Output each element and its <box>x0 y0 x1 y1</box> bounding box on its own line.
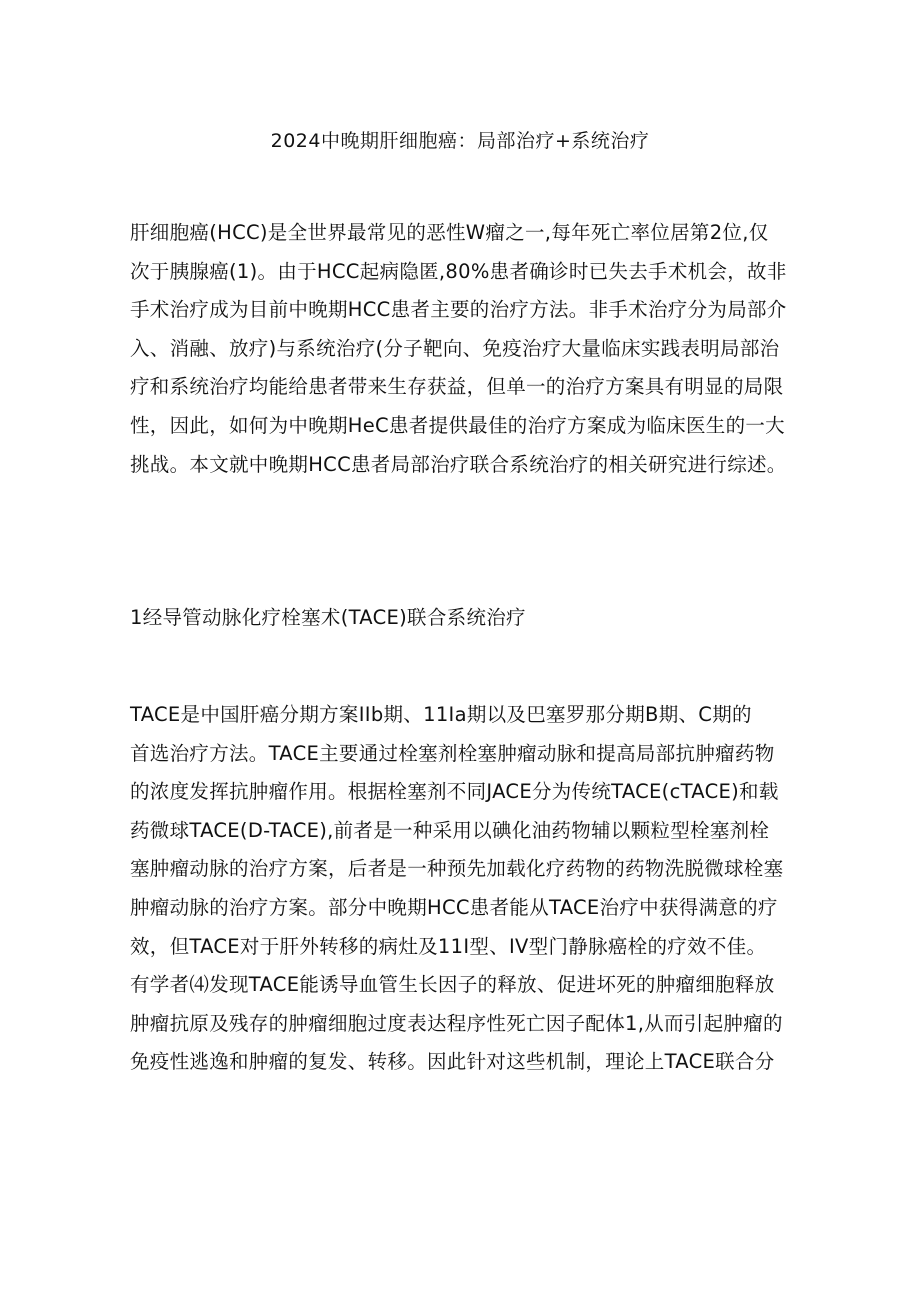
text-line: 肿瘤抗原及残存的肿瘤细胞过度表达程序性死亡因子配体1,从而引起肿瘤的 <box>130 1011 783 1035</box>
text-line: 肝细胞癌(HCC)是全世界最常见的恶性W瘤之一,每年死亡率位居第2位,仅 <box>130 221 769 244</box>
text-line: 塞肿瘤动脉的治疗方案，后者是一种预先加载化疗药物的药物洗脱微球栓塞 <box>130 857 784 881</box>
text-line: 性，因此，如何为中晚期HeC患者提供最佳的治疗方案成为临床医生的一大 <box>130 413 785 437</box>
text-line: 药微球TACE(D-TACE),前者是一种采用以碘化油药物辅以颗粒型栓塞剂栓 <box>130 818 770 842</box>
section-heading: 1经导管动脉化疗栓塞术(TACE)联合系统治疗 <box>130 606 526 629</box>
text-line: 次于胰腺癌(1)。由于HCC起病隐匿,80%患者确诊时已失去手术机会，故非 <box>130 259 787 283</box>
text-line: TACE是中国肝癌分期方案IIb期、11Ia期以及巴塞罗那分期B期、C期的 <box>130 703 752 726</box>
text-line: 免疫性逃逸和肿瘤的复发、转移。因此针对这些机制，理论上TACE联合分 <box>130 1050 775 1074</box>
text-line: 有学者⑷发现TACE能诱导血管生长因子的释放、促进坏死的肿瘤细胞释放 <box>130 973 775 997</box>
text-line: 肿瘤动脉的治疗方案。部分中晚期HCC患者能从TACE治疗中获得满意的疗 <box>130 895 778 919</box>
text-line: 手术治疗成为目前中晚期HCC患者主要的治疗方法。非手术治疗分为局部介 <box>130 298 787 322</box>
text-line: 入、消融、放疗)与系统治疗(分子靶向、免疫治疗大量临床实践表明局部治 <box>130 336 780 360</box>
text-line: 效，但TACE对于肝外转移的病灶及11I型、IV型门静脉癌栓的疗效不佳。 <box>130 934 767 958</box>
intro-paragraph <box>130 214 810 484</box>
text-line: 疗和系统治疗均能给患者带来生存获益，但单一的治疗方案具有明显的局限 <box>130 375 784 399</box>
text-line: 首选治疗方法。TACE主要通过栓塞剂栓塞肿瘤动脉和提高局部抗肿瘤药物 <box>130 741 775 765</box>
text-line: 挑战。本文就中晚期HCC患者局部治疗联合系统治疗的相关研究进行综述。 <box>130 452 787 476</box>
text-line: 的浓度发挥抗肿瘤作用。根据栓塞剂不同JACE分为传统TACE(cTACE)和载 <box>130 780 779 804</box>
section-paragraph <box>130 696 810 1082</box>
document-title: 2024中晚期肝细胞癌：局部治疗+系统治疗 <box>270 130 650 152</box>
